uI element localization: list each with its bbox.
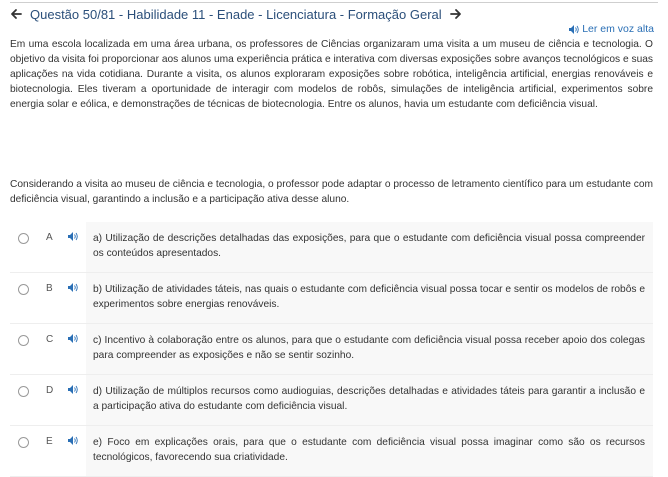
option-letter: A [46,232,53,243]
speaker-icon[interactable] [68,385,78,394]
radio-button[interactable] [18,335,29,346]
speaker-icon [569,25,579,34]
option-letter: D [46,385,54,396]
answer-option-e[interactable] [10,426,653,477]
radio-button[interactable] [18,233,29,244]
radio-button[interactable] [18,437,29,448]
option-letter: C [46,334,54,345]
next-question-button[interactable] [450,8,462,20]
page-title: Questão 50/81 - Habilidade 11 - Enade - Licenciatura - Formação Geral [30,6,442,22]
speaker-icon[interactable] [68,436,78,445]
answer-option-d[interactable] [10,375,653,426]
arrow-left-icon [10,8,22,20]
answer-option-a[interactable] [10,222,653,273]
read-aloud-label: Ler em voz alta [582,23,654,35]
option-text: d) Utilização de múltiplos recursos como audioguias, descrições detalhadas e atividades táteis para garantir a inclusão e a participação ativa do estudante com deficiência visual. [86,375,653,425]
option-text: e) Foco em explicações orais, para que o estudante com deficiência visual possa imaginar como são os recursos tecnológicos, favorecendo sua criatividade. [86,426,653,476]
previous-question-button[interactable] [10,8,22,20]
speaker-icon[interactable] [68,283,78,292]
speaker-icon[interactable] [68,232,78,241]
question-stem: Em uma escola localizada em uma área urbana, os professores de Ciências organizaram uma visita a um museu de ciência e tecnologia. O objetivo da visita foi proporcionar aos alunos uma experiência prática e interativa com diversas exposições sobre avanços tecnológicos e suas aplicações na vida cotidiana. Durante a visita, os alunos exploraram exposições sobre robótica, inteligência artificial, energias renováveis e biotecnologia. Eles tiveram a oportunidade de interagir com modelos de robôs, simulações de inteligência artificial, experimentos sobre energia solar e eólica, e demonstrações de técnicas de biotecnologia. Entre os alunos, havia um estudante com deficiência visual. [10,39,653,110]
answer-options [10,222,653,477]
radio-button[interactable] [18,284,29,295]
arrow-right-icon [450,8,462,20]
question-prompt: Considerando a visita ao museu de ciência e tecnologia, o professor pode adaptar o processo de letramento científico para um estudante com deficiência visual, garantindo a inclusão e a participação ativa desse aluno. [10,179,653,205]
option-text: b) Utilização de atividades táteis, nas quais o estudante com deficiência visual possa tocar e sentir os modelos de robôs e experimentos sobre energias renováveis. [86,273,653,323]
answer-option-b[interactable] [10,273,653,324]
option-text: c) Incentivo à colaboração entre os alunos, para que o estudante com deficiência visual possa receber apoio dos colegas para compreender as exposições e não se sentir sozinho. [86,324,653,374]
question-header [10,5,462,23]
radio-button[interactable] [18,386,29,397]
speaker-icon[interactable] [68,334,78,343]
answer-option-c[interactable] [10,324,653,375]
option-text: a) Utilização de descrições detalhadas das exposições, para que o estudante com deficiência visual possa compreender os conteúdos apresentados. [86,222,653,272]
option-letter: E [46,436,53,447]
option-letter: B [46,283,53,294]
top-divider [10,2,658,3]
read-aloud-link[interactable] [569,23,654,35]
